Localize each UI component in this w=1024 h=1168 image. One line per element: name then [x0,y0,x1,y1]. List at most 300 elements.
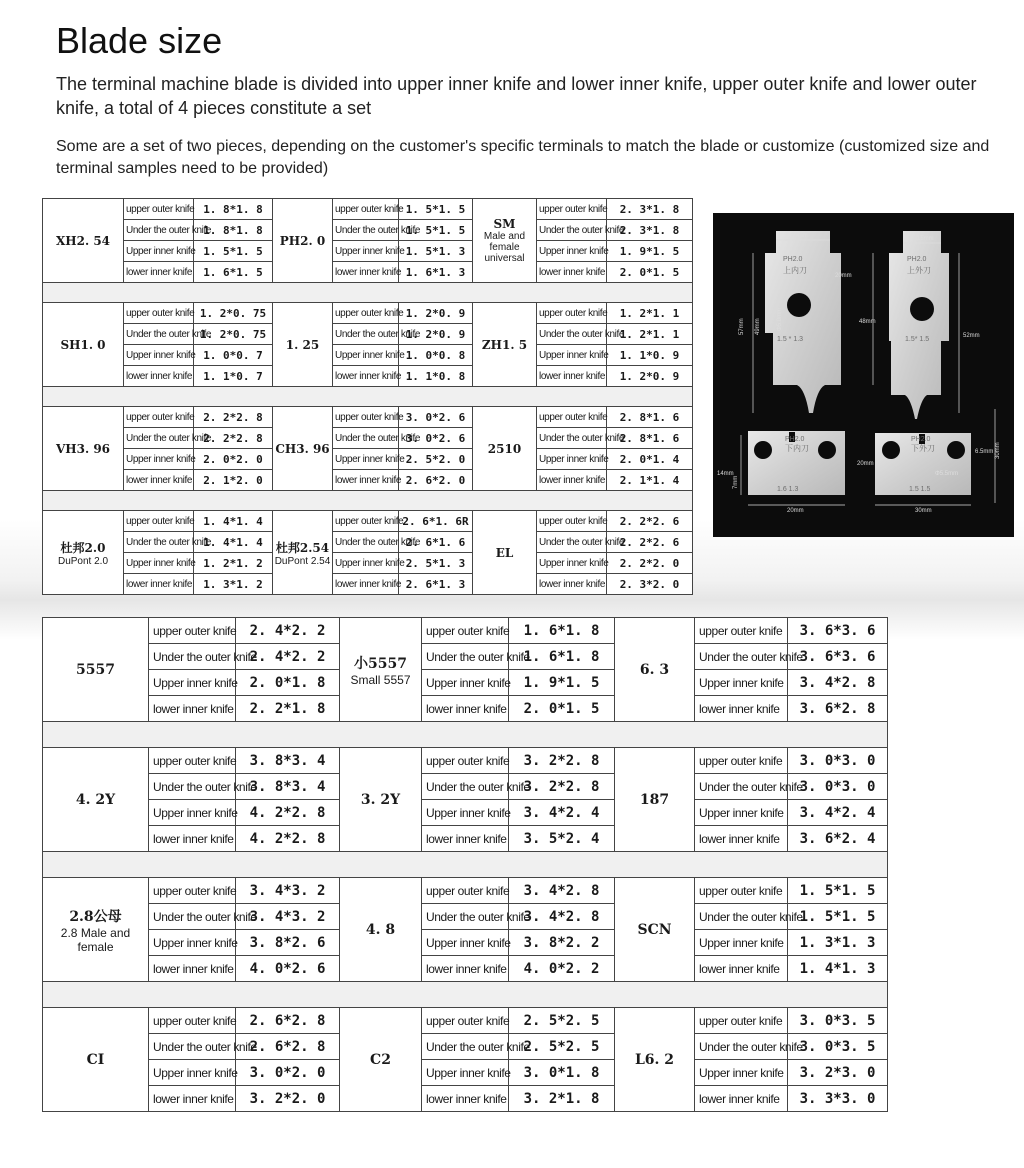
separator-cell [43,387,693,407]
terminal-model-name: ZH1. 5 [481,337,528,352]
knife-type-label: Under the outer knife [333,532,399,553]
knife-type-label: Under the outer knife [422,644,509,670]
separator-cell [43,722,888,748]
blade-size-value: 2. 2*2. 6 [607,532,693,553]
knife-type-label: Upper inner knife [695,1060,788,1086]
terminal-model-name: PH2. 0 [279,233,326,248]
blade-model-label: PH2.0 [911,436,931,443]
knife-type-label: Upper inner knife [124,241,194,262]
knife-type-label: Under the outer knife [149,644,236,670]
knife-type-label: lower inner knife [333,470,399,491]
blade-size-value: 2. 5*2. 5 [509,1034,615,1060]
blade-size-value: 1. 5*1. 5 [399,220,473,241]
blade-size-value: 3. 2*2. 0 [236,1086,340,1112]
table-row [43,366,693,387]
dimension-label: 48mm [859,319,876,325]
table-row [43,428,693,449]
blade-size-value: 3. 4*2. 8 [509,904,615,930]
dimension-label: 52mm [963,333,980,339]
terminal-model-name: SH1. 0 [60,337,106,352]
terminal-model-name: EL [495,545,514,560]
blade-size-value: 2. 0*1. 5 [607,262,693,283]
terminal-model-name: 3. 2Y [360,791,401,808]
knife-type-label: Upper inner knife [149,800,236,826]
blade-model-label: PH2.0 [783,256,803,263]
blade-size-value: 1. 6*1. 8 [509,644,615,670]
dimension-label: 30mm [995,442,1001,459]
terminal-model-cell [615,618,695,722]
blade-size-value: 2. 8*1. 6 [607,428,693,449]
blade-size-value: 2. 0*1. 8 [236,670,340,696]
knife-type-label: Upper inner knife [333,345,399,366]
knife-type-label: upper outer knife [537,303,607,324]
knife-type-label: lower inner knife [695,956,788,982]
blade-size-value: 1. 2*1. 1 [607,324,693,345]
blade-size-value: 1. 8*1. 8 [194,199,273,220]
knife-type-label: Upper inner knife [149,670,236,696]
knife-type-label: upper outer knife [333,303,399,324]
terminal-model-cell [43,748,149,852]
terminal-model-cell [273,199,333,283]
dimension-label: 20mm [857,461,874,467]
separator-row [43,491,693,511]
knife-type-label: lower inner knife [333,574,399,595]
terminal-model-cell [43,511,124,595]
table-row [43,303,693,324]
knife-type-label: Under the outer knife [333,428,399,449]
knife-type-label: Upper inner knife [422,800,509,826]
knife-type-label: lower inner knife [124,262,194,283]
blade-size-value: 3. 4*3. 2 [236,904,340,930]
table-row [43,696,888,722]
blade-size-value: 1. 5*1. 5 [788,904,888,930]
knife-type-label: upper outer knife [124,511,194,532]
knife-type-label: lower inner knife [695,696,788,722]
terminal-model-name: 2510 [487,441,522,456]
blade-size-value: 1. 4*1. 4 [194,511,273,532]
table-row [43,241,693,262]
terminal-model-subtitle: DuPont 2.0 [57,555,109,567]
terminal-model-subtitle: Small 5557 [350,672,411,687]
blade-size-value: 1. 2*0. 9 [607,366,693,387]
knife-type-label: Upper inner knife [124,345,194,366]
blade-size-value: 2. 2*1. 8 [236,696,340,722]
blade-size-value: 3. 8*2. 6 [236,930,340,956]
knife-type-label: lower inner knife [537,262,607,283]
knife-type-label: upper outer knife [333,199,399,220]
table-row [43,748,888,774]
knife-type-label: lower inner knife [149,1086,236,1112]
blade-size-value: 3. 0*3. 5 [788,1008,888,1034]
blade-size-value: 3. 6*2. 8 [788,696,888,722]
blade-size-value: 2. 6*2. 0 [399,470,473,491]
blade-size-value: 3. 0*3. 0 [788,774,888,800]
knife-type-label: lower inner knife [537,574,607,595]
blade-size-value: 1. 1*0. 9 [607,345,693,366]
terminal-model-cell [43,303,124,387]
knife-type-label: Under the outer knife [124,220,194,241]
terminal-model-cell [43,199,124,283]
blade-size-value: 3. 5*2. 4 [509,826,615,852]
blade-size-value: 3. 0*1. 8 [509,1060,615,1086]
table-row [43,449,693,470]
table-row [43,324,693,345]
knife-type-label: Upper inner knife [333,449,399,470]
knife-type-label: Upper inner knife [537,345,607,366]
knife-type-label: lower inner knife [695,1086,788,1112]
table-row [43,1060,888,1086]
knife-type-label: upper outer knife [124,407,194,428]
blade-size-value: 3. 4*2. 4 [788,800,888,826]
table-row [43,1034,888,1060]
blade-size-value: 2. 3*2. 0 [607,574,693,595]
blade-size-value: 3. 0*3. 0 [788,748,888,774]
table-row [43,345,693,366]
blade-size-table-large [42,617,888,1112]
terminal-model-name: L6. 2 [634,1051,675,1068]
blade-dimension-photo [713,213,1014,537]
knife-type-label: upper outer knife [149,618,236,644]
knife-type-label: Under the outer knife [422,904,509,930]
blade-size-table-small [42,198,693,595]
blade-size-value: 2. 6*1. 6 [399,532,473,553]
knife-type-label: Under the outer knife [149,904,236,930]
terminal-model-cell [273,303,333,387]
knife-type-label: Under the outer knife [149,1034,236,1060]
knife-type-label: lower inner knife [537,366,607,387]
knife-type-label: upper outer knife [422,748,509,774]
blade-size-value: 3. 8*3. 4 [236,748,340,774]
knife-type-label: Under the outer knife [695,904,788,930]
table-row [43,199,693,220]
separator-cell [43,982,888,1008]
knife-type-label: lower inner knife [422,956,509,982]
blade-size-value: 4. 0*2. 2 [509,956,615,982]
terminal-model-cell [43,878,149,982]
blade-size-value: 1. 5*1. 3 [399,241,473,262]
blade-size-value: 2. 3*1. 8 [607,199,693,220]
blade-size-value: 1. 2*1. 1 [607,303,693,324]
blade-size-value: 1. 5*1. 5 [194,241,273,262]
blade-size-value: 1. 1*0. 8 [399,366,473,387]
blade-size-value: 2. 1*2. 0 [194,470,273,491]
knife-type-label: upper outer knife [537,511,607,532]
knife-type-label: Under the outer knife [537,428,607,449]
knife-type-label: Upper inner knife [537,553,607,574]
table-row [43,1008,888,1034]
blade-size-value: 1. 5*1. 5 [788,878,888,904]
knife-type-label: lower inner knife [124,366,194,387]
blade-size-value: 2. 6*2. 8 [236,1008,340,1034]
knife-type-label: upper outer knife [537,407,607,428]
knife-type-label: lower inner knife [124,470,194,491]
knife-type-label: Upper inner knife [333,241,399,262]
table-row [43,774,888,800]
knife-type-label: upper outer knife [422,878,509,904]
blade-size-value: 1. 9*1. 5 [509,670,615,696]
knife-type-label: lower inner knife [149,956,236,982]
terminal-model-name: SM [493,217,516,231]
terminal-model-name: 187 [639,791,670,808]
knife-type-label: Upper inner knife [537,241,607,262]
table-row [43,407,693,428]
terminal-model-cell [43,1008,149,1112]
table-row [43,262,693,283]
terminal-model-name: CI [86,1051,105,1068]
knife-type-label: lower inner knife [149,696,236,722]
blade-type-label: 上内刀 [783,266,807,275]
terminal-model-cell [340,618,422,722]
blade-size-value: 4. 2*2. 8 [236,826,340,852]
knife-type-label: Upper inner knife [333,553,399,574]
terminal-model-cell [615,1008,695,1112]
dimension-label: 7mm [733,475,739,489]
terminal-model-name: 杜邦2.54 [275,540,330,555]
blade-size-value: 3. 0*2. 0 [236,1060,340,1086]
blade-size-value: 1. 6*1. 8 [509,618,615,644]
blade-size-value: 2. 3*1. 8 [607,220,693,241]
knife-type-label: lower inner knife [333,366,399,387]
blade-size-value: 2. 1*1. 4 [607,470,693,491]
blade-size-value: 4. 2*2. 8 [236,800,340,826]
knife-type-label: Under the outer knife [695,774,788,800]
blade-size-value: 3. 0*3. 5 [788,1034,888,1060]
knife-type-label: Upper inner knife [695,800,788,826]
terminal-model-subtitle: Male and female universal [483,231,526,264]
dimension-label: 30mm [915,508,932,514]
separator-row [43,283,693,303]
dimension-label: 20mm [835,273,852,279]
terminal-model-cell [473,407,537,491]
knife-type-label: Upper inner knife [422,1060,509,1086]
blade-size-value: 3. 2*2. 8 [509,748,615,774]
knife-type-label: Upper inner knife [422,930,509,956]
table-row [43,878,888,904]
blade-size-value: 2. 0*1. 4 [607,449,693,470]
separator-row [43,387,693,407]
blade-size-value: 3. 4*2. 8 [509,878,615,904]
knife-type-label: Upper inner knife [149,930,236,956]
terminal-model-name: 杜邦2.0 [60,540,106,555]
blade-type-label: 下内刀 [785,444,809,453]
terminal-model-cell [340,1008,422,1112]
knife-type-label: Upper inner knife [124,449,194,470]
terminal-model-cell [273,511,333,595]
knife-type-label: lower inner knife [695,826,788,852]
blade-size-value: 3. 0*2. 6 [399,407,473,428]
blade-size-value: 1. 4*1. 4 [194,532,273,553]
note-paragraph: Some are a set of two pieces, depending on the customer's specific terminals to match the blade or customize (customized size and terminal samples need to be provided) [56,138,990,177]
terminal-model-cell [273,407,333,491]
blade-model-label: PH2.0 [785,436,805,443]
knife-type-label: Under the outer knife [124,532,194,553]
blade-size-label: 1.5* 1.5 [905,336,930,343]
blade-size-value: 2. 2*2. 0 [607,553,693,574]
knife-type-label: upper outer knife [149,748,236,774]
knife-type-label: Upper inner knife [149,1060,236,1086]
blade-size-value: 3. 0*2. 6 [399,428,473,449]
knife-type-label: Under the outer knife [422,774,509,800]
blade-size-value: 2. 5*2. 5 [509,1008,615,1034]
blade-size-value: 2. 6*1. 3 [399,574,473,595]
table-row [43,644,888,670]
blade-size-value: 1. 4*1. 3 [788,956,888,982]
blade-size-value: 2. 5*2. 0 [399,449,473,470]
blade-size-value: 4. 0*2. 6 [236,956,340,982]
knife-type-label: Upper inner knife [422,670,509,696]
blade-size-value: 1. 2*0. 9 [399,324,473,345]
terminal-model-name: XH2. 54 [55,233,111,248]
blade-type-label: 下外刀 [911,444,935,453]
knife-type-label: Upper inner knife [124,553,194,574]
blade-size-value: 3. 4*3. 2 [236,878,340,904]
terminal-model-name: 2.8公母 [69,908,122,925]
blade-size-value: 1. 9*1. 5 [607,241,693,262]
knife-type-label: upper outer knife [149,1008,236,1034]
knife-type-label: Upper inner knife [695,930,788,956]
terminal-model-cell [473,303,537,387]
blade-size-value: 1. 2*0. 75 [194,303,273,324]
blade-size-value: 1. 1*0. 7 [194,366,273,387]
terminal-model-cell [43,407,124,491]
terminal-model-cell [473,199,537,283]
blade-size-value: 2. 8*1. 6 [607,407,693,428]
separator-cell [43,852,888,878]
blade-size-value: 1. 6*1. 3 [399,262,473,283]
terminal-model-name: CH3. 96 [275,441,330,456]
table-row [43,618,888,644]
blade-size-value: 3. 3*3. 0 [788,1086,888,1112]
blade-size-value: 2. 6*2. 8 [236,1034,340,1060]
blade-size-value: 1. 8*1. 8 [194,220,273,241]
knife-type-label: upper outer knife [149,878,236,904]
blade-size-value: 2. 5*1. 3 [399,553,473,574]
blade-size-value: 1. 2*1. 2 [194,553,273,574]
knife-type-label: Upper inner knife [695,670,788,696]
terminal-model-name: SCN [637,921,672,938]
knife-type-label: Upper inner knife [537,449,607,470]
blade-size-value: 2. 2*2. 8 [194,407,273,428]
table-row [43,670,888,696]
knife-type-label: upper outer knife [695,748,788,774]
terminal-model-name: 小5557 [354,655,407,672]
separator-row [43,982,888,1008]
blade-size-value: 1. 5*1. 5 [399,199,473,220]
blade-size-value: 2. 4*2. 2 [236,644,340,670]
knife-type-label: upper outer knife [422,618,509,644]
blade-size-value: 2. 0*2. 0 [194,449,273,470]
knife-type-label: upper outer knife [422,1008,509,1034]
terminal-model-cell [340,878,422,982]
table-row [43,553,693,574]
blade-size-value: 3. 6*3. 6 [788,618,888,644]
blade-size-value: 1. 3*1. 2 [194,574,273,595]
knife-type-label: upper outer knife [124,303,194,324]
knife-type-label: upper outer knife [695,878,788,904]
blade-size-label: 1.5 1.5 [909,486,931,493]
blade-size-value: 3. 8*3. 4 [236,774,340,800]
blade-size-label: 1.6 1.3 [777,486,799,493]
knife-type-label: Under the outer knife [422,1034,509,1060]
table-row [43,904,888,930]
blade-size-value: 2. 4*2. 2 [236,618,340,644]
table-row [43,574,693,595]
table-row [43,956,888,982]
blade-size-value: 2. 2*2. 6 [607,511,693,532]
blade-type-label: 上外刀 [907,266,931,275]
dimension-label: 15mm [917,236,934,242]
blade-size-value: 1. 3*1. 3 [788,930,888,956]
knife-type-label: Under the outer knife [124,324,194,345]
knife-type-label: Under the outer knife [333,324,399,345]
knife-type-label: upper outer knife [124,199,194,220]
terminal-model-name: 5557 [76,661,115,678]
terminal-model-name: 6. 3 [639,661,670,678]
terminal-model-name: C2 [370,1051,391,1068]
dimension-label: 20mm [787,508,804,514]
dimension-label: 49mm [755,318,761,335]
blade-size-value: 3. 2*3. 0 [788,1060,888,1086]
blade-size-value: 3. 8*2. 2 [509,930,615,956]
terminal-model-subtitle: 2.8 Male and female [60,925,131,954]
blade-size-value: 3. 4*2. 4 [509,800,615,826]
blade-size-label: 1.5 * 1.3 [777,336,804,343]
table-row [43,532,693,553]
dimension-label: 14mm [717,471,734,477]
knife-type-label: lower inner knife [422,1086,509,1112]
terminal-model-cell [340,748,422,852]
dimension-label: Φ5.5mm [935,471,959,477]
blade-size-value: 1. 0*0. 8 [399,345,473,366]
knife-type-label: Under the outer knife [695,1034,788,1060]
table-row [43,220,693,241]
dimension-label: 20mm [791,233,808,239]
terminal-model-cell [615,748,695,852]
knife-type-label: Under the outer knife [333,220,399,241]
knife-type-label: lower inner knife [333,262,399,283]
intro-paragraph: The terminal machine blade is divided into upper inner knife and lower inner knife, upper outer knife and lower outer knife, a total of 4 pieces constitute a set [56,74,977,118]
knife-type-label: lower inner knife [149,826,236,852]
knife-type-label: upper outer knife [695,618,788,644]
knife-type-label: upper outer knife [537,199,607,220]
table-row [43,930,888,956]
blade-size-value: 2. 6*1. 6R [399,511,473,532]
knife-type-label: Under the outer knife [537,532,607,553]
knife-type-label: Under the outer knife [537,324,607,345]
knife-type-label: upper outer knife [333,407,399,428]
blade-size-value: 1. 2*0. 9 [399,303,473,324]
blade-size-value: 3. 6*2. 4 [788,826,888,852]
blade-size-value: 2. 0*1. 5 [509,696,615,722]
page-title: Blade size [56,20,223,61]
knife-type-label: lower inner knife [422,826,509,852]
table-row [43,800,888,826]
blade-size-value: 1. 6*1. 5 [194,262,273,283]
terminal-model-name: VH3. 96 [55,441,111,456]
blade-model-label: PH2.0 [907,256,927,263]
separator-cell [43,491,693,511]
terminal-model-name: 4. 8 [365,921,396,938]
knife-type-label: upper outer knife [695,1008,788,1034]
terminal-model-subtitle: DuPont 2.54 [274,555,331,567]
table-row [43,826,888,852]
blade-size-value: 1. 0*0. 7 [194,345,273,366]
table-row [43,1086,888,1112]
table-row [43,470,693,491]
knife-type-label: Under the outer knife [149,774,236,800]
blade-size-value: 3. 6*3. 6 [788,644,888,670]
terminal-model-name: 4. 2Y [75,791,116,808]
